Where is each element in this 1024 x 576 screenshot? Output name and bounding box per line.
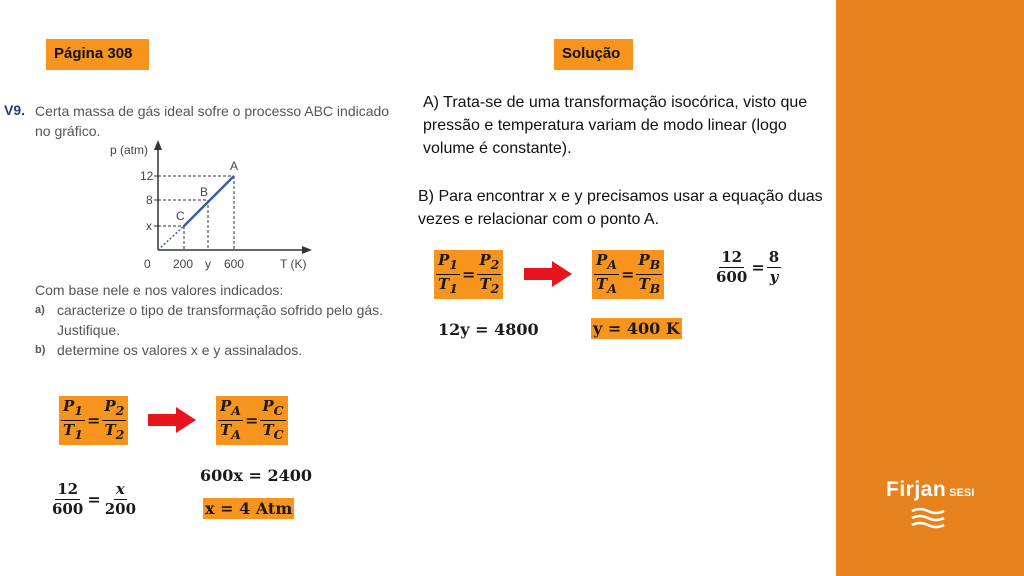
item-a-text: caracterize o tipo de transformação sofrido pelo gás. Justifique. <box>57 302 384 338</box>
x-tick-200: 200 <box>173 257 194 271</box>
formula-ac: $\frac{P_A}{T_A}$ = $\frac{P_C}{T_C}$ <box>216 396 288 445</box>
equation-12y: 12y = 4800 <box>438 320 539 339</box>
solution-tag: Solução <box>554 39 633 70</box>
item-a-label: a) <box>35 304 45 316</box>
point-b-label: B <box>200 185 209 199</box>
fraction-p1-t1: $\frac{P_1}{T_1}$ <box>438 251 458 296</box>
y-axis-label: p (atm) <box>110 143 149 157</box>
y-tick-12: 12 <box>140 169 154 183</box>
arrow-right-icon <box>524 261 572 287</box>
question-items <box>35 280 390 360</box>
question-text: Certa massa de gás ideal sofre o processo ABC indicado no gráfico. <box>35 103 390 139</box>
equation-y: $\frac{12}{600}$ = $\frac{8}{y}$ <box>716 248 780 286</box>
fraction-p1-t1-left: $\frac{P_1}{T_1}$ <box>63 397 83 442</box>
equation-x: $\frac{12}{600}$ = $\frac{x}{200}$ <box>52 480 137 518</box>
process-line <box>184 176 234 226</box>
question-prompt: Com base nele e nos valores indicados: <box>35 282 284 298</box>
item-b-label: b) <box>35 344 46 356</box>
point-a-label: A <box>230 159 239 173</box>
brand-logo <box>886 478 974 502</box>
page-tag: Página 308 <box>46 39 149 70</box>
waves-icon <box>910 506 946 530</box>
fraction-x-200: $\frac{x}{200}$ <box>104 480 137 518</box>
answer-a: A) Trata-se de uma transformação isocórica, visto que pressão e temperatura variam de modo linear (logo volume é constante). <box>423 94 808 157</box>
x-tick-600: 600 <box>224 257 245 271</box>
fraction-pa-ta-left: $\frac{P_A}{T_A}$ <box>220 397 241 442</box>
answer-b: B) Para encontrar x e y precisamos usar a equação duas vezes e relacionar com o ponto A. <box>418 188 823 228</box>
formula-general-left: $\frac{P_1}{T_1}$ = $\frac{P_2}{T_2}$ <box>59 396 128 445</box>
arrow-right-icon-left <box>148 407 196 433</box>
x-tick-y: y <box>205 257 211 271</box>
point-c-label: C <box>176 209 185 223</box>
fraction-8-y: $\frac{8}{y}$ <box>768 248 780 286</box>
fraction-pb-tb: $\frac{P_B}{T_B}$ <box>638 251 661 296</box>
result-y: y = 400 K <box>593 319 680 338</box>
fraction-12-600: $\frac{12}{600}$ <box>716 248 748 286</box>
x-axis-label: T (K) <box>280 257 307 271</box>
origin-label: 0 <box>144 257 151 271</box>
formula-ab: $\frac{P_A}{T_A}$ = $\frac{P_B}{T_B}$ <box>592 250 664 299</box>
fraction-pa-ta: $\frac{P_A}{T_A}$ <box>596 251 617 296</box>
fraction-12-600-left: $\frac{12}{600}$ <box>52 480 84 518</box>
brand-sub: SESI <box>949 487 975 499</box>
pressure-temperature-graph <box>100 138 330 274</box>
question-item-a <box>35 300 390 340</box>
item-b-text: determine os valores x e y assinalados. <box>57 342 303 358</box>
fraction-pc-tc: $\frac{P_C}{T_C}$ <box>262 397 284 442</box>
equation-600x: 600x = 2400 <box>200 466 313 485</box>
y-tick-x: x <box>146 219 152 233</box>
question-item-b <box>35 340 390 360</box>
question-number: V9. <box>4 102 26 118</box>
fraction-p2-t2: $\frac{P_2}{T_2}$ <box>479 251 500 296</box>
fraction-p2-t2-left: $\frac{P_2}{T_2}$ <box>104 397 125 442</box>
formula-general-right: $\frac{P_1}{T_1}$ = $\frac{P_2}{T_2}$ <box>434 250 503 299</box>
result-x: x = 4 Atm <box>205 499 293 518</box>
brand-name: Firjan <box>886 478 947 501</box>
y-tick-8: 8 <box>146 193 153 207</box>
